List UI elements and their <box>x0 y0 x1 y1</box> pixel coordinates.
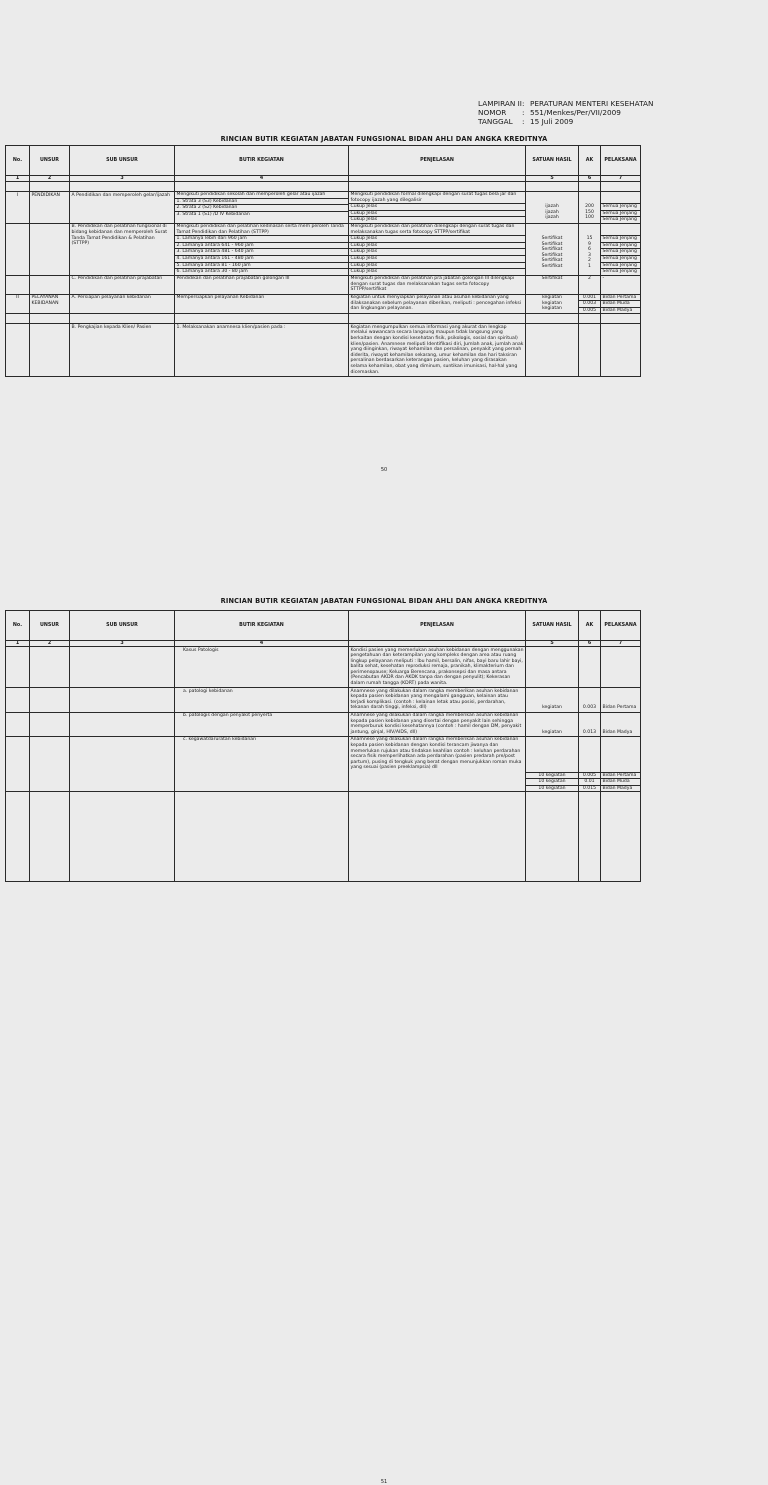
header-pelaksana: PELAKSANA <box>601 611 641 641</box>
pelaksana-line: Bidan Madya <box>601 307 640 314</box>
row-no: I <box>6 192 30 224</box>
row-sub-unsur <box>70 736 175 792</box>
ak-line: 0.003 <box>579 300 600 307</box>
row-no <box>6 736 30 792</box>
pelaksana-line: Semua Jenjang <box>601 210 640 217</box>
penjelasan-text: Anamnese yang dilakukan dalam rangka memberikan asuhan kebidanan kepada pasien kebidanan dengan kondisi terancam jiwanya dan memerlukan rujukan atau tindakan keahlian contoh : keluhan perdarahan secara fisik memperlihatkan ada perdarahan (pasien predarah pre/post partum), pusing di tengkuk yang berat dengan menunjukkan roman muka yang sesuai (pasien preeklampsia) dll <box>350 737 522 771</box>
satuan-line: Sertifikat <box>541 247 563 253</box>
row-butir <box>175 192 349 224</box>
row-pelaksana <box>601 324 641 376</box>
header-num: 6 <box>579 176 601 182</box>
header-num: 3 <box>70 641 175 647</box>
row-butir: Pendidikan dan pelatihan prajabatan golongan III <box>175 275 349 294</box>
satuan-line: ijazah <box>545 204 559 209</box>
row-unsur <box>30 275 70 294</box>
butir-line: 5. Lamanya antara 81 - 160 jam <box>175 262 348 269</box>
butir-line: 2. Strata 2 (S2) Kebidanan <box>175 204 348 211</box>
table-header-row <box>6 611 641 641</box>
lampiran-key: TANGGAL <box>478 117 513 126</box>
satuan-line: 10 kegiatan <box>526 778 578 785</box>
ak-line: 1 <box>588 263 591 269</box>
satuan-line: Sertifikat <box>541 241 563 247</box>
row-pelaksana <box>601 736 641 792</box>
table-row <box>6 275 641 294</box>
lampiran-block <box>478 99 653 126</box>
lampiran-row <box>478 108 653 117</box>
row-pelaksana: Bidan Madya <box>601 712 641 736</box>
lampiran-colon: : <box>522 108 525 117</box>
table-row <box>6 294 641 314</box>
penjelasan-line: Mengikuti pendidikan dan pelatihan dilengkapi dengan surat tugas dan melaksanakan tugas serta fotocopy STTPP/sertifikat <box>350 223 515 235</box>
satuan-line: kegiatan <box>542 300 562 306</box>
penjelasan-line: Cukup Jelas <box>349 268 525 275</box>
header-no: No. <box>6 146 30 176</box>
ak-line: 0.015 <box>579 785 600 792</box>
ak-line: 3 <box>588 252 591 258</box>
row-no: II <box>6 294 30 314</box>
header-num: 5 <box>526 641 579 647</box>
ak-line: 0.01 <box>579 778 600 785</box>
butir-line: Mengikuti pendidikan dan pelatihan kedinasan serta mem peroleh Tanda Tamat Pendidikan dan Pelatihan (STTPP) <box>176 223 344 235</box>
header-ak: AK <box>579 611 601 641</box>
lampiran-colon: : <box>522 99 525 108</box>
row-pelaksana <box>601 647 641 688</box>
page-number: 50 <box>380 467 388 473</box>
row-satuan <box>526 647 579 688</box>
table-row <box>6 647 641 688</box>
row-ak: 2 <box>579 275 601 294</box>
pelaksana-line: Semua Jenjang <box>601 268 640 275</box>
row-satuan: kegiatan <box>526 688 579 712</box>
penjelasan-line: Mengikuti pendidikan formal dilengkapi dengan surat tugas bela jar dan fotocopy ijazah yang dilegalisir <box>350 192 517 203</box>
pelaksana-line: Semua Jenjang <box>601 255 640 262</box>
penjelasan-line: Cukup Jelas <box>349 203 525 210</box>
row-butir: 1. Melaksanakan anamnesa klien/pasien pada : <box>175 324 349 376</box>
header-ak: AK <box>579 146 601 176</box>
row-sub-unsur: A. Persiapan pelayanan kebidanan <box>70 294 175 314</box>
row-sub-unsur: A Pendidikan dan memperoleh gelar/ijazah <box>70 192 175 224</box>
header-num: 2 <box>30 641 70 647</box>
butir-line: 3. Strata 1 (S1) /D IV Kebidanan <box>175 211 348 218</box>
row-penjelasan <box>349 192 526 224</box>
row-sub-unsur <box>70 688 175 712</box>
butir-line: 6. Lamanya antara 30 - 80 jam <box>175 268 348 275</box>
lampiran-value: 15 Juli 2009 <box>530 117 574 126</box>
row-no <box>6 324 30 376</box>
header-sub-unsur: SUB UNSUR <box>70 146 175 176</box>
row-ak: 0.013 <box>579 712 601 736</box>
row-butir <box>175 223 349 275</box>
row-sub-unsur: B. Pendidikan dan pelatihan fungsional di bidang kebidanan dan memperoleh Surat Tanda Tamat Pendidikan & Pelatihan (STTPP) <box>70 223 175 275</box>
row-pelaksana <box>601 192 641 224</box>
row-penjelasan <box>349 792 526 882</box>
row-ak <box>579 736 601 792</box>
satuan-line: 10 kegiatan <box>526 785 578 792</box>
row-no <box>6 223 30 275</box>
row-unsur <box>30 647 70 688</box>
document-title: RINCIAN BUTIR KEGIATAN JABATAN FUNGSIONAL BIDAN AHLI DAN ANGKA KREDITNYA <box>220 135 548 143</box>
header-num: 5 <box>526 176 579 182</box>
header-num: 4 <box>175 176 349 182</box>
spacer-row <box>6 182 641 192</box>
butir-line: 3. Lamanya antara 481 - 640 jam <box>175 248 348 255</box>
lampiran-row <box>478 99 653 108</box>
row-penjelasan: Anamnese yang dilakukan dalam rangka memberikan asuhan kebidanan kepada pasien kebidanan yang mengalami gangguan, kelainan atau terjadi komplikasi. (contoh : kelainan letak atau posisi, perdarahan, tekanan darah tinggi, infeksi, dll) <box>349 688 526 712</box>
satuan-line: kegiatan <box>542 295 562 300</box>
header-num: 1 <box>6 641 30 647</box>
pelaksana-line: Bidan Pertama <box>601 772 640 779</box>
row-ak: 0.003 <box>579 688 601 712</box>
lampiran-colon: : <box>522 117 525 126</box>
row-penjelasan <box>349 223 526 275</box>
row-butir: Mempersiapkan pelayanan Kebidanan <box>175 294 349 314</box>
pelaksana-line: Bidan Pertama <box>602 294 637 300</box>
pelaksana-line: Semua Jenjang <box>601 248 640 255</box>
satuan-line: Sertifikat <box>541 252 563 258</box>
lampiran-value: PERATURAN MENTERI KESEHATAN <box>530 99 654 108</box>
header-unsur: UNSUR <box>30 146 70 176</box>
row-ak <box>579 223 601 275</box>
row-unsur <box>30 792 70 882</box>
lampiran-value: 551/Menkes/Per/VII/2009 <box>530 108 621 117</box>
penjelasan-line: Cukup Jelas <box>349 262 525 269</box>
butir-line: 1. Lamanya lebih dari 960 jam <box>175 235 348 242</box>
penjelasan-line: Cukup Jelas <box>349 248 525 255</box>
header-num: 7 <box>601 641 641 647</box>
row-penjelasan: Kondisi pasien yang memerlukan asuhan kebidanan dengan menggunakan pengetahuan dan keterampilan yang kompleks dengan area atau ruang lingkup pelayanan meliputi : Ibu hamil, bersalin, nifas, bayi baru lahir bayi, balita sehat, kesehatan reproduksi remaja, pranikah, klimakterium dan perimenopause; Keluarga Berencana, prakonsepsi dan masa antara (Pencabutan AKDR dan AKDK tanpa dan dengan penyulit); Kekerasan dalam rumah tangga (KDRT) pada wanita. <box>350 647 524 687</box>
row-unsur <box>30 324 70 376</box>
table-row <box>6 223 641 275</box>
pelaksana-line: Bidan Madya <box>601 785 640 792</box>
satuan-line: kegiatan <box>542 306 562 312</box>
ak-line: 100 <box>585 215 594 221</box>
ak-line: 150 <box>585 209 594 215</box>
satuan-line: Sertifikat <box>541 235 563 241</box>
document-page-51 <box>0 512 768 1485</box>
table-row <box>6 792 641 882</box>
row-ak <box>579 792 601 882</box>
row-pelaksana <box>601 792 641 882</box>
page-number: 51 <box>380 1479 388 1485</box>
header-pelaksana: PELAKSANA <box>601 146 641 176</box>
table-row <box>6 712 641 736</box>
row-no <box>6 792 30 882</box>
document-page-50 <box>0 0 768 512</box>
penjelasan-line: Cukup Jelas <box>349 255 525 262</box>
spacer-row <box>6 314 641 324</box>
satuan-line: ijazah <box>545 215 559 221</box>
row-ak <box>579 192 601 224</box>
row-no <box>6 275 30 294</box>
satuan-line: 10 kegiatan <box>526 772 578 779</box>
row-unsur: PENDIDIKAN <box>30 192 70 224</box>
header-satuan-hasil: SATUAN HASIL <box>526 146 579 176</box>
header-unsur: UNSUR <box>30 611 70 641</box>
pelaksana-line: Semua Jenjang <box>601 235 640 242</box>
row-sub-unsur: B. Pengkajian kepada Klien/ Pasien <box>70 324 175 376</box>
row-satuan <box>526 294 579 314</box>
row-penjelasan: Mengikuti pendidikan dan pelatihan pra jabatan golongan III dilengkapi dengan surat tugas dan melaksanakan tugas serta fotocopy STTPP/sertifikat <box>349 275 526 294</box>
row-satuan: kegiatan <box>526 712 579 736</box>
pelaksana-line: Bidan Muda <box>601 300 640 307</box>
table-row <box>6 688 641 712</box>
pelaksana-line: Semua Jenjang <box>601 216 640 223</box>
butir-line: 4. Lamanya antara 161 - 480 jam <box>175 255 348 262</box>
header-penjelasan: PENJELASAN <box>349 611 526 641</box>
table-row <box>6 736 641 792</box>
ak-line: 2 <box>588 258 591 264</box>
header-num: 7 <box>601 176 641 182</box>
row-butir: a. patologi kebidanan <box>175 688 349 712</box>
table-row <box>6 192 641 224</box>
row-butir: c. kegawatdaruratan kebidanan <box>175 736 349 792</box>
row-pelaksana: Bidan Pertama <box>601 688 641 712</box>
pelaksana-line: Semua Jenjang <box>601 262 640 269</box>
header-num: 6 <box>579 641 601 647</box>
row-sub-unsur <box>70 712 175 736</box>
row-unsur <box>30 688 70 712</box>
ak-line: 9 <box>588 241 591 247</box>
row-butir: Kasus Patologis <box>175 647 349 688</box>
lampiran-key: NOMOR <box>478 108 507 117</box>
row-penjelasan: Anamnese yang dilakukan dalam rangka memberikan asuhan kebidanan kepada pasien kebidanan yang disertai dengan penyakit lain sehingga memperburuk kondisi kesehatannya (contoh : hamil dengan DM, penyakit jantung, ginjal, HIV/AIDS, dll) <box>349 712 526 736</box>
row-ak <box>579 324 601 376</box>
ak-line: 0.001 <box>582 294 597 300</box>
row-sub-unsur <box>70 792 175 882</box>
penjelasan-line: Cukup Jelas <box>349 210 525 217</box>
row-unsur: PELAYANAN KEBIDANAN <box>30 294 70 314</box>
pelaksana-line: Semua Jenjang <box>601 203 640 210</box>
ak-line: 200 <box>585 204 594 209</box>
table-header-row <box>6 146 641 176</box>
ak-line: 15 <box>586 235 593 241</box>
header-num: 4 <box>175 641 349 647</box>
ak-line: 6 <box>588 247 591 253</box>
row-no <box>6 712 30 736</box>
header-penjelasan: PENJELASAN <box>349 146 526 176</box>
row-pelaksana <box>601 223 641 275</box>
header-num: 1 <box>6 176 30 182</box>
row-butir <box>175 792 349 882</box>
ak-line: 0.005 <box>579 772 600 779</box>
penjelasan-line: Cukup Jelas <box>349 216 525 223</box>
row-satuan: Sertifikat <box>526 275 579 294</box>
penjelasan-line: Cukup Jelas <box>349 235 525 242</box>
row-penjelasan <box>349 736 526 792</box>
row-ak <box>579 647 601 688</box>
row-no <box>6 647 30 688</box>
header-sub-unsur: SUB UNSUR <box>70 611 175 641</box>
row-butir: b. patologis dengan penyakit penyerta <box>175 712 349 736</box>
document-title: RINCIAN BUTIR KEGIATAN JABATAN FUNGSIONAL BIDAN AHLI DAN ANGKA KREDITNYA <box>220 597 548 605</box>
satuan-line: Sertifikat <box>541 263 563 269</box>
header-num: 3 <box>70 176 175 182</box>
header-butir-kegiatan: BUTIR KEGIATAN <box>175 146 349 176</box>
row-satuan <box>526 223 579 275</box>
row-ak <box>579 294 601 314</box>
row-penjelasan: Kegiatan mengumpulkan semua informasi yang akurat dan lengkap melalui wawancara secara langsung maupun tidak langsung yang berkaitan dengan kondisi kesehatan fisik, psikologis, sosial dan spiritual) klien/pasien. Anamnese meliputi Identifikasi diri, Jumlah anak, jumlah anak yang diinginkan, riwayat kehamilan dan persalinan, penyakit yang pernah diderita, riwayat kehamilan sekarang, umur kehamilan dan hari taksiran persalinan berdasarkan keterangan pasien, keluhan yang dirasakan selama kehamilan, obat yang diminum, suntikan imunisasi, hal-hal yang dicemaskan. <box>349 324 526 376</box>
pelaksana-line: Bidan Muda <box>601 778 640 785</box>
lampiran-row <box>478 117 653 126</box>
row-unsur <box>30 736 70 792</box>
table-row <box>6 324 641 376</box>
lampiran-key: LAMPIRAN II <box>478 99 522 108</box>
row-penjelasan: Kegiatan untuk menyiapkan pelayanan atau asuhan kebidanan yang dilaksanakan sebelum pelayanan diberikan, meliputi : pencegahan infeksi dan lingkungan pelayanan. <box>349 294 526 314</box>
row-satuan <box>526 324 579 376</box>
butir-line: 1. Strata 3 (S3) Kebidanan <box>175 198 348 205</box>
row-pelaksana <box>601 294 641 314</box>
penjelasan-line: Cukup Jelas <box>349 242 525 249</box>
row-satuan <box>526 192 579 224</box>
pelaksana-line: Semua Jenjang <box>601 242 640 249</box>
row-satuan <box>526 792 579 882</box>
satuan-line: Sertifikat <box>541 258 563 264</box>
rincian-table <box>5 145 641 377</box>
satuan-line: ijazah <box>545 209 559 215</box>
row-sub-unsur: C. Pendidikan dan pelatihan prajabatan <box>70 275 175 294</box>
row-pelaksana: - <box>601 275 641 294</box>
header-num: 2 <box>30 176 70 182</box>
header-no: No. <box>6 611 30 641</box>
row-sub-unsur <box>70 647 175 688</box>
header-satuan-hasil: SATUAN HASIL <box>526 611 579 641</box>
butir-line: 2. Lamanya antara 641 - 960 jam <box>175 242 348 249</box>
row-unsur <box>30 223 70 275</box>
butir-line: Mengikuti pendidikan sekolah dan memperoleh gelar atau ijazah <box>176 192 326 197</box>
row-no <box>6 688 30 712</box>
ak-line: 0.005 <box>579 307 600 314</box>
row-unsur <box>30 712 70 736</box>
row-satuan <box>526 736 579 792</box>
rincian-table <box>5 610 641 882</box>
header-butir-kegiatan: BUTIR KEGIATAN <box>175 611 349 641</box>
